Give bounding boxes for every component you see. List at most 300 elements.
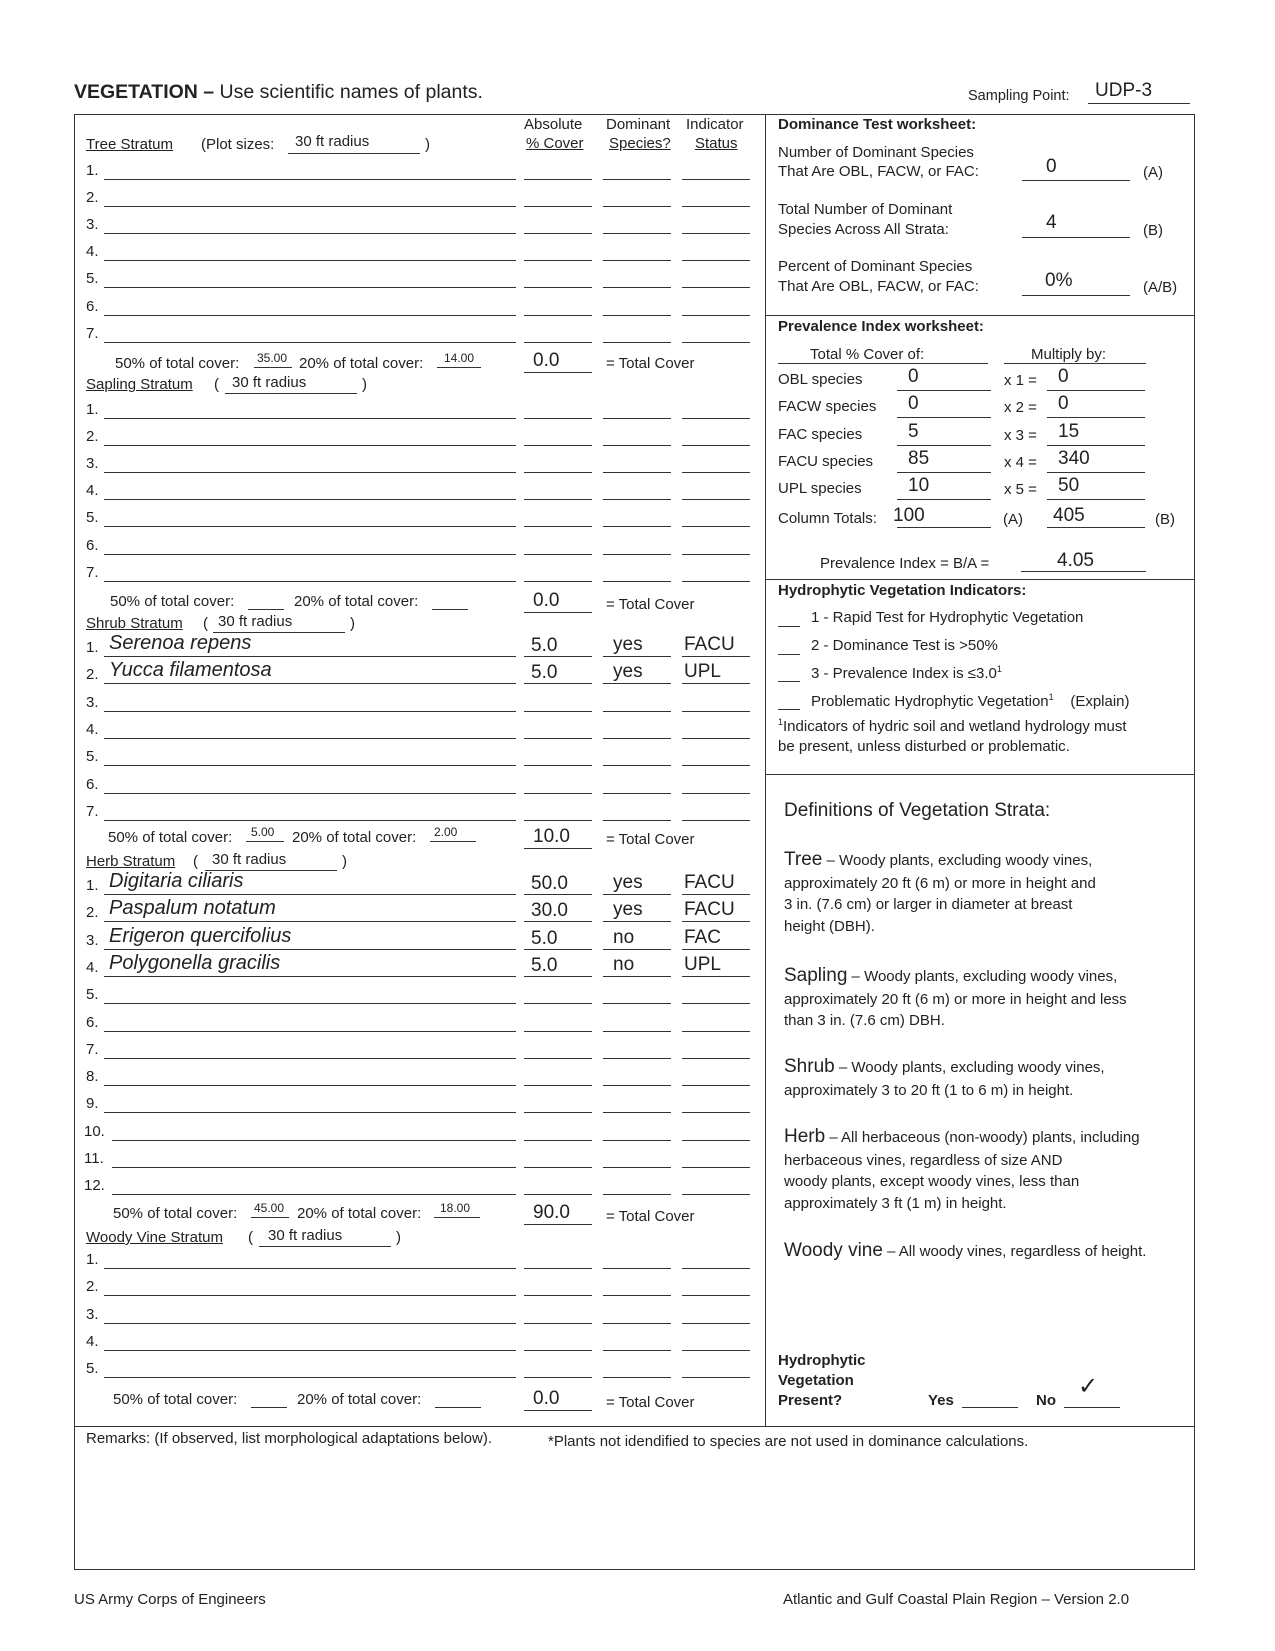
shrub-dominant-line[interactable] [603,738,671,739]
definition-shrub [784,1056,1105,1078]
herb-species-line[interactable] [104,1003,516,1004]
herb-cover-line[interactable] [524,1085,592,1086]
shrub-cover-line[interactable] [524,765,592,766]
herb-species-line[interactable] [104,949,516,950]
herb-total-line [524,1224,592,1225]
shrub-species-line[interactable] [104,683,516,684]
herb-indicator-value[interactable]: FAC [684,926,721,948]
definition-shrub-head: Shrub [784,1056,835,1077]
woody-total-value[interactable]: 0.0 [533,1388,560,1409]
prevalence-totals-label: Column Totals: [778,510,877,527]
woody-stratum-label: Woody Vine Stratum [86,1229,224,1246]
dominant-header-2: Species? [609,135,671,152]
shrub-dominant-value[interactable]: yes [613,661,643,683]
sapling-cover-line[interactable] [524,472,592,473]
woody-species-line[interactable] [104,1350,516,1351]
dominance-a-tag: (A) [1143,164,1163,181]
herb-fifty-label: 50% of total cover: [113,1205,238,1222]
herb-dominant-value[interactable]: yes [613,872,643,893]
remarks-label: Remarks: (If observed, list morphological adaptations below). [86,1430,493,1447]
sapling-dominant-line[interactable] [603,554,671,555]
herb-fifty-value[interactable]: 45.00 [254,1201,285,1215]
shrub-twenty-label: 20% of total cover: [292,829,417,846]
herb-dominant-line[interactable] [603,949,671,950]
definition-tree-line: – Woody plants, excluding woody vines, [822,852,1093,869]
indicators-note-2: be present, unless disturbed or problematic. [778,738,1070,755]
indicator-item [811,637,998,654]
sapling-dominant-line[interactable] [603,472,671,473]
herb-indicator-line[interactable] [682,1085,750,1086]
tree-row-number: 3. [86,216,99,234]
shrub-total-value[interactable]: 10.0 [533,826,570,847]
shrub-species-line[interactable] [104,765,516,766]
sapling-species-line[interactable] [104,418,516,419]
sapling-row-number: 7. [86,563,99,581]
woody-species-line[interactable] [104,1323,516,1324]
shrub-dominant-value[interactable]: yes [613,634,643,655]
herb-species-line[interactable] [104,1031,516,1032]
shrub-dominant-line[interactable] [603,683,671,684]
prevalence-row-label: FACW species [778,398,877,416]
woody-cover-line[interactable] [524,1268,592,1269]
prevalence-row-mult: x 3 = [1004,426,1037,444]
shrub-total-line [524,848,592,849]
herb-indicator-line[interactable] [682,949,750,950]
herb-row-number: 3. [86,931,99,949]
herb-indicator-line[interactable] [682,1194,750,1195]
shrub-indicator-line[interactable] [682,656,750,657]
prevalence-row-cover[interactable]: 5 [908,420,919,442]
woody-cover-line[interactable] [524,1377,592,1378]
woody-cover-line[interactable] [524,1295,592,1296]
absolute-cover-header-2: % Cover [526,135,584,152]
herb-species-line[interactable] [112,1194,516,1195]
dominance-c-value[interactable]: 0% [1045,270,1073,291]
prevalence-row-value[interactable]: 340 [1058,447,1090,469]
herb-dominant-line[interactable] [603,1058,671,1059]
prevalence-total-b[interactable]: 405 [1053,505,1085,526]
shrub-species-line[interactable] [104,738,516,739]
indicator-item [811,609,1083,626]
tree-dominant-line[interactable] [603,260,671,261]
herb-twenty-label: 20% of total cover: [297,1205,422,1222]
sapling-plot-line [225,393,357,394]
prevalence-row-value-line [1047,445,1145,446]
woody-total-label: = Total Cover [606,1394,695,1411]
sapling-dominant-line[interactable] [603,445,671,446]
herb-row-number: 1. [86,877,99,894]
tree-total-value[interactable]: 0.0 [533,350,560,371]
remarks-area[interactable] [80,1452,1188,1562]
present-label-2: Vegetation [778,1372,854,1389]
sampling-point-line [1088,103,1190,104]
sapling-row-number: 4. [86,482,99,500]
tree-indicator-line[interactable] [682,206,750,207]
prevalence-row-cover[interactable]: 85 [908,447,930,469]
herb-indicator-line[interactable] [682,921,750,922]
definitions-title: Definitions of Vegetation Strata: [784,800,1051,821]
sapling-indicator-line[interactable] [682,472,750,473]
sapling-row-number: 5. [86,509,99,527]
sapling-dominant-line[interactable] [603,526,671,527]
sampling-point-value[interactable]: UDP-3 [1095,80,1153,101]
woody-species-line[interactable] [104,1295,516,1296]
indicator-checkbox-line[interactable] [778,654,800,655]
tree-cover-line[interactable] [524,233,592,234]
prevalence-row-cover-line [897,499,991,500]
tree-twenty-value[interactable]: 14.00 [444,351,475,365]
sapling-cover-line[interactable] [524,418,592,419]
shrub-indicator-line[interactable] [682,793,750,794]
herb-dominant-line[interactable] [603,1003,671,1004]
tree-cover-line[interactable] [524,206,592,207]
shrub-open: ( [203,615,208,632]
herb-species-line[interactable] [112,1140,516,1141]
definition-herb-line: herbaceous vines, regardless of size AND [784,1151,1063,1169]
prevalence-row-cover-line [897,445,991,446]
dominance-a-line2: That Are OBL, FACW, or FAC: [778,163,979,180]
herb-indicator-value[interactable]: FACU [684,899,735,921]
shrub-plot-value[interactable]: 30 ft radius [218,613,293,630]
title-rest: Use scientific names of plants. [214,81,483,103]
prevalence-row-mult: x 1 = [1004,372,1037,389]
tree-species-line[interactable] [104,206,516,207]
definition-sapling-head: Sapling [784,965,848,986]
sapling-species-line[interactable] [104,554,516,555]
sapling-dominant-line[interactable] [603,418,671,419]
tree-species-line[interactable] [104,179,516,180]
sapling-row-number: 3. [86,455,99,473]
herb-cover-value[interactable]: 5.0 [531,954,558,976]
dominance-a-line [1022,180,1130,181]
prevalence-col1: Total % Cover of: [810,346,925,363]
sapling-cover-line[interactable] [524,526,592,527]
herb-indicator-value[interactable]: UPL [684,953,721,975]
herb-plot-value[interactable]: 30 ft radius [212,851,287,868]
shrub-indicator-line[interactable] [682,683,750,684]
definition-herb [784,1126,1140,1148]
shrub-species-value[interactable]: Serenoa repens [109,632,252,654]
woody-plot-value[interactable]: 30 ft radius [268,1227,343,1244]
herb-species-line[interactable] [104,921,516,922]
shrub-species-line[interactable] [104,656,516,657]
prevalence-col1-line [778,363,988,364]
herb-dominant-line[interactable] [603,1167,671,1168]
herb-cover-value[interactable]: 30.0 [531,900,568,922]
indicator-checkbox-line[interactable] [778,626,800,627]
dominance-a-value[interactable]: 0 [1046,156,1057,177]
present-no-check-icon[interactable]: ✓ [1078,1373,1099,1400]
herb-dominant-line[interactable] [603,976,671,977]
shrub-fifty-value[interactable]: 5.00 [251,825,275,839]
dominance-b-line1: Total Number of Dominant [778,201,953,218]
indicator-item-sup: 1 [996,664,1002,674]
shrub-cover-value[interactable]: 5.0 [531,635,558,656]
tree-row-number: 1. [86,162,99,179]
shrub-cover-line[interactable] [524,820,592,821]
definition-tree-line: 3 in. (7.6 cm) or larger in diameter at breast [784,896,1073,914]
prevalence-row-cover[interactable]: 0 [908,393,919,415]
herb-species-line[interactable] [104,1112,516,1113]
shrub-indicator-line[interactable] [682,738,750,739]
herb-species-value[interactable]: Polygonella gracilis [109,951,281,974]
tree-cover-line[interactable] [524,179,592,180]
herb-twenty-line [434,1217,480,1218]
tree-dominant-line[interactable] [603,206,671,207]
indicator-item-text: 2 - Dominance Test is >50% [811,636,998,654]
shrub-species-value[interactable]: Yucca filamentosa [109,659,272,682]
tree-indicator-line[interactable] [682,233,750,234]
shrub-cover-line[interactable] [524,793,592,794]
prevalence-col2-line [1004,363,1146,364]
shrub-indicator-line[interactable] [682,765,750,766]
herb-dominant-line[interactable] [603,1085,671,1086]
shrub-twenty-value[interactable]: 2.00 [434,825,458,839]
tree-dominant-line[interactable] [603,315,671,316]
tree-fifty-value[interactable]: 35.00 [257,351,288,365]
woody-plot-line [259,1246,391,1247]
herb-cover-line[interactable] [524,1194,592,1195]
tree-indicator-line[interactable] [682,179,750,180]
sapling-dominant-line[interactable] [603,499,671,500]
tree-cover-line[interactable] [524,342,592,343]
herb-indicator-line[interactable] [682,976,750,977]
prevalence-row-value[interactable]: 0 [1058,366,1069,387]
herb-species-line[interactable] [112,1167,516,1168]
prevalence-row-value[interactable]: 0 [1058,393,1069,415]
herb-indicator-line[interactable] [682,1112,750,1113]
indicator-item [811,664,1002,682]
tree-indicator-line[interactable] [682,315,750,316]
tree-indicator-line[interactable] [682,260,750,261]
prevalence-row-value[interactable]: 15 [1058,420,1080,442]
herb-cover-value[interactable]: 5.0 [531,927,558,949]
sapling-indicator-line[interactable] [682,418,750,419]
tree-row-number: 7. [86,324,99,342]
herb-dominant-value[interactable]: yes [613,899,643,921]
herb-dominant-line[interactable] [603,894,671,895]
woody-fifty-label: 50% of total cover: [113,1391,238,1408]
tree-dominant-line[interactable] [603,287,671,288]
herb-row-number: 8. [86,1068,99,1086]
tree-species-line[interactable] [104,342,516,343]
herb-dominant-line[interactable] [603,1140,671,1141]
shrub-cover-value[interactable]: 5.0 [531,662,558,684]
herb-dominant-line[interactable] [603,1031,671,1032]
shrub-row-number: 4. [86,720,99,738]
herb-indicator-line[interactable] [682,1058,750,1059]
tree-plot-value[interactable]: 30 ft radius [295,133,370,150]
woody-indicator-line[interactable] [682,1377,750,1378]
sapling-total-label: = Total Cover [606,596,695,613]
tree-cover-line[interactable] [524,260,592,261]
definition-tree-head: Tree [784,849,823,870]
herb-dominant-line[interactable] [603,1194,671,1195]
prevalence-row-cover-line [897,417,991,418]
dominance-c-line1: Percent of Dominant Species [778,258,973,275]
sapling-cover-line[interactable] [524,554,592,555]
tree-species-line[interactable] [104,315,516,316]
form-title [74,81,483,104]
sapling-total-value[interactable]: 0.0 [533,590,560,611]
herb-indicator-value[interactable]: FACU [684,872,735,893]
woody-dominant-line[interactable] [603,1268,671,1269]
herb-species-value[interactable]: Erigeron quercifolius [109,924,292,947]
sapling-indicator-line[interactable] [682,445,750,446]
prevalence-total-b-line [1047,527,1145,528]
herb-cover-line[interactable] [524,1167,592,1168]
sapling-species-line[interactable] [104,526,516,527]
sapling-indicator-line[interactable] [682,581,750,582]
shrub-row-number: 1. [86,639,99,656]
shrub-indicator-value[interactable]: UPL [684,661,721,683]
sapling-indicator-line[interactable] [682,499,750,500]
herb-indicator-line[interactable] [682,894,750,895]
sapling-total-line [524,612,592,613]
woody-dominant-line[interactable] [603,1323,671,1324]
definition-herb-line: – All herbaceous (non-woody) plants, including [825,1129,1140,1146]
prevalence-row-value[interactable]: 50 [1058,475,1080,497]
herb-dominant-value[interactable]: no [613,953,635,975]
shrub-dominant-line[interactable] [603,656,671,657]
present-yes-line[interactable] [962,1407,1018,1408]
shrub-dominant-line[interactable] [603,793,671,794]
woody-total-line [524,1410,592,1411]
herb-row-number: 4. [86,958,99,976]
woody-dominant-line[interactable] [603,1377,671,1378]
sapling-cover-line[interactable] [524,445,592,446]
woody-species-line[interactable] [104,1268,516,1269]
woody-cover-line[interactable] [524,1350,592,1351]
shrub-cover-line[interactable] [524,738,592,739]
herb-twenty-value[interactable]: 18.00 [440,1201,471,1215]
tree-species-line[interactable] [104,233,516,234]
shrub-dominant-line[interactable] [603,711,671,712]
prevalence-title: Prevalence Index worksheet: [778,318,984,335]
tree-dominant-line[interactable] [603,342,671,343]
tree-indicator-line[interactable] [682,287,750,288]
herb-species-line[interactable] [104,976,516,977]
sapling-fifty-line [248,609,284,610]
indicators-divider [765,774,1195,775]
woody-species-line[interactable] [104,1377,516,1378]
sapling-dominant-line[interactable] [603,581,671,582]
sapling-cover-line[interactable] [524,581,592,582]
herb-cover-line[interactable] [524,1112,592,1113]
prevalence-index-label: Prevalence Index = B/A = [820,555,990,572]
prevalence-row-cover-line [897,472,991,473]
woody-indicator-line[interactable] [682,1350,750,1351]
herb-species-value[interactable]: Digitaria ciliaris [109,870,244,892]
sapling-species-line[interactable] [104,472,516,473]
sapling-species-line[interactable] [104,445,516,446]
woody-dominant-line[interactable] [603,1350,671,1351]
tree-plot-label: (Plot sizes: [201,136,275,153]
herb-dominant-value[interactable]: no [613,926,635,948]
tree-total-label: = Total Cover [606,355,695,372]
sapling-plot-value[interactable]: 30 ft radius [232,374,307,391]
herb-indicator-line[interactable] [682,1003,750,1004]
prevalence-total-a[interactable]: 100 [893,505,925,526]
sapling-cover-line[interactable] [524,499,592,500]
herb-species-value[interactable]: Paspalum notatum [109,897,276,920]
indicator-checkbox-line[interactable] [778,709,800,710]
indicator-checkbox-line[interactable] [778,681,800,682]
shrub-indicator-value[interactable]: FACU [684,634,735,655]
shrub-dominant-line[interactable] [603,765,671,766]
sapling-row-number: 6. [86,536,99,554]
prevalence-row-cover[interactable]: 0 [908,366,919,387]
tree-cover-line[interactable] [524,315,592,316]
tree-species-line[interactable] [104,287,516,288]
sapling-species-line[interactable] [104,499,516,500]
herb-row-number: 6. [86,1013,99,1031]
prevalence-index-value[interactable]: 4.05 [1057,550,1094,571]
herb-cover-line[interactable] [524,1031,592,1032]
herb-indicator-line[interactable] [682,1167,750,1168]
definition-vine-line: – All woody vines, regardless of height. [882,1243,1147,1260]
herb-dominant-line[interactable] [603,1112,671,1113]
shrub-indicator-line[interactable] [682,711,750,712]
definition-vine-head: Woody vine [784,1240,883,1261]
woody-close: ) [396,1229,401,1246]
woody-indicator-line[interactable] [682,1268,750,1269]
shrub-species-line[interactable] [104,711,516,712]
shrub-total-label: = Total Cover [606,831,695,848]
sapling-species-line[interactable] [104,581,516,582]
dominance-a-line1: Number of Dominant Species [778,144,974,161]
woody-indicator-line[interactable] [682,1323,750,1324]
herb-cover-value[interactable]: 50.0 [531,873,568,894]
herb-species-line[interactable] [104,1085,516,1086]
shrub-dominant-line[interactable] [603,820,671,821]
prevalence-divider [765,579,1195,580]
sapling-indicator-line[interactable] [682,526,750,527]
herb-total-value[interactable]: 90.0 [533,1202,570,1223]
woody-cover-line[interactable] [524,1323,592,1324]
woody-twenty-line [435,1407,481,1408]
tree-dominant-line[interactable] [603,179,671,180]
herb-species-line[interactable] [104,1058,516,1059]
tree-cover-line[interactable] [524,287,592,288]
prevalence-row-value-line [1047,472,1145,473]
herb-cover-line[interactable] [524,1058,592,1059]
woody-indicator-line[interactable] [682,1295,750,1296]
dominance-b-line2: Species Across All Strata: [778,221,949,238]
shrub-species-line[interactable] [104,793,516,794]
prevalence-row-cover[interactable]: 10 [908,475,930,497]
herb-dominant-line[interactable] [603,921,671,922]
herb-cover-line[interactable] [524,1003,592,1004]
herb-species-line[interactable] [104,894,516,895]
definition-sapling-line: – Woody plants, excluding woody vines, [847,968,1118,985]
tree-dominant-line[interactable] [603,233,671,234]
tree-species-line[interactable] [104,260,516,261]
woody-dominant-line[interactable] [603,1295,671,1296]
shrub-indicator-line[interactable] [682,820,750,821]
herb-indicator-line[interactable] [682,1140,750,1141]
sapling-indicator-line[interactable] [682,554,750,555]
herb-cover-line[interactable] [524,1140,592,1141]
shrub-cover-line[interactable] [524,711,592,712]
shrub-species-line[interactable] [104,820,516,821]
dominance-b-value[interactable]: 4 [1046,212,1057,233]
tree-indicator-line[interactable] [682,342,750,343]
woody-open: ( [248,1229,253,1246]
herb-indicator-line[interactable] [682,1031,750,1032]
sapling-row-number: 1. [86,401,99,418]
tree-row-number: 5. [86,270,99,288]
